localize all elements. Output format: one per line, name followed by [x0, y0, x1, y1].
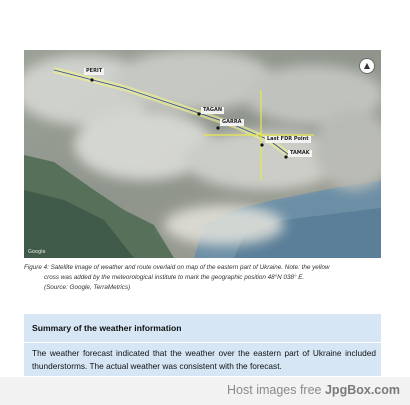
satellite-weather-figure	[24, 50, 381, 258]
waypoint-label-last-fdr-point: Last FDR Point	[267, 136, 309, 142]
map-credit: Google	[28, 249, 46, 255]
caption-line-2: cross was added by the meteorological institute to mark the geographic position 48°N 038° E.	[44, 274, 305, 281]
figure-caption	[24, 263, 381, 293]
waypoint-label-perit: PERIT	[86, 68, 103, 74]
watermark-prefix: Host images free	[227, 383, 322, 397]
waypoint-dot-garra	[216, 126, 219, 129]
waypoint-dot-last-fdr	[260, 143, 263, 146]
waypoint-dot-perit	[90, 78, 93, 81]
summary-heading: Summary of the weather information	[32, 323, 182, 333]
satellite-image	[24, 50, 381, 258]
weather-summary-box	[24, 314, 381, 376]
watermark-brand: JpgBox.com	[324, 383, 400, 397]
watermark-bar	[0, 377, 410, 405]
north-arrow-icon: ▲	[359, 58, 375, 74]
summary-divider	[24, 342, 381, 343]
caption-line-1: Figure 4: Satellite image of weather and route overlaid on map of the eastern part of Ukraine. Note: the yellow	[24, 264, 330, 271]
waypoint-label-garra: GARRA	[222, 119, 242, 125]
summary-body: The weather forecast indicated that the weather over the eastern part of Ukraine included thunderstorms. The actual weather was consistent with the forecast.	[32, 348, 376, 371]
caption-line-3: (Source: Google, TerraMetrics)	[44, 284, 131, 291]
waypoint-label-tagan: TAGAN	[203, 107, 223, 113]
watermark-text[interactable]	[227, 383, 400, 397]
waypoint-label-tamak: TAMAK	[290, 150, 310, 156]
